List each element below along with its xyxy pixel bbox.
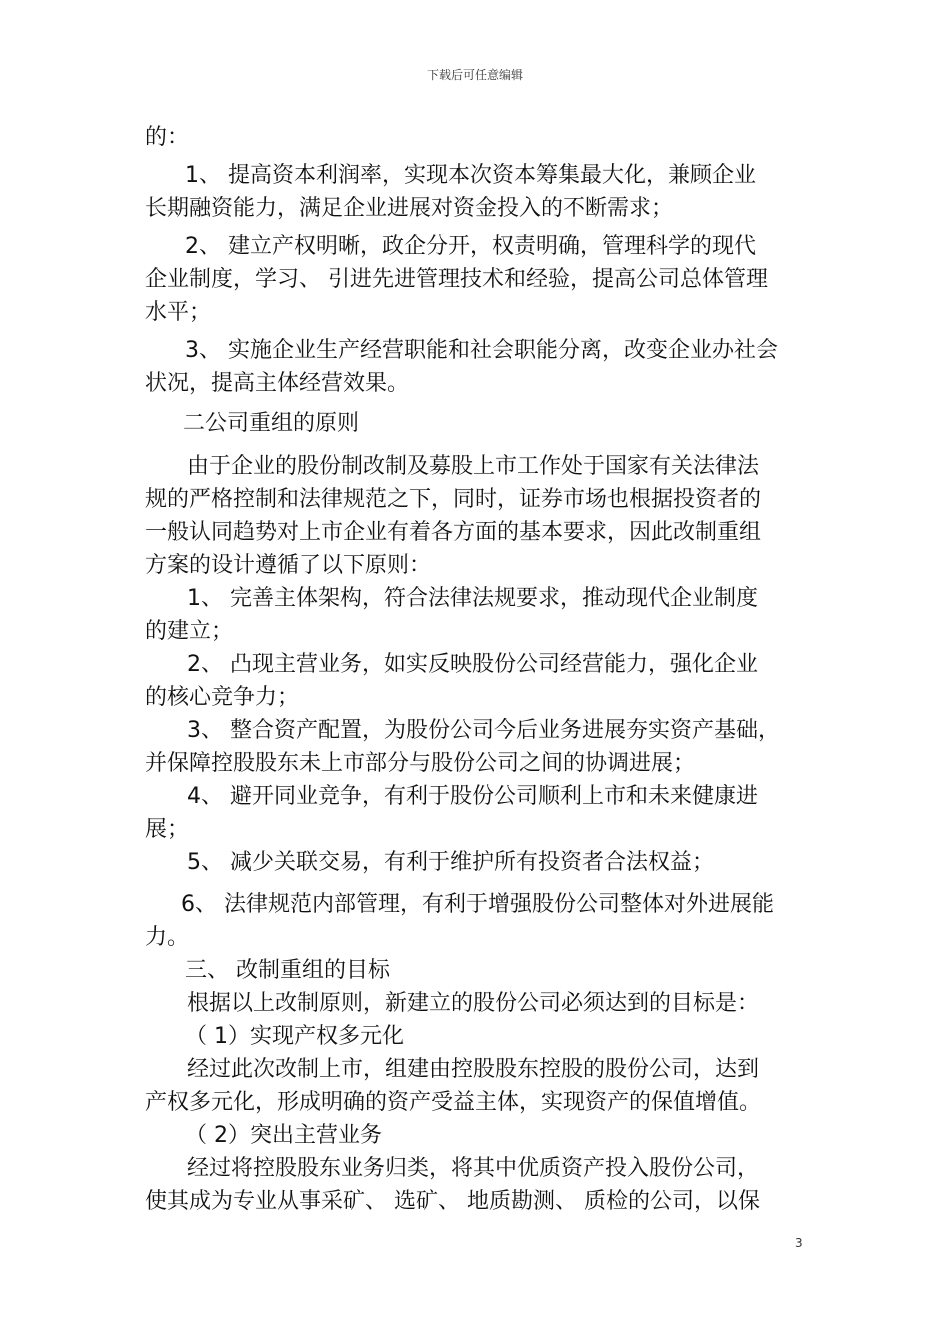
text-line: （ 1）实现产权多元化 — [185, 1024, 404, 1049]
text-line: 3、 整合资产配置，为股份公司今后业务进展夯实资产基础， — [187, 718, 780, 743]
text-line: 长期融资能力，满足企业进展对资金投入的不断需求； — [145, 196, 674, 221]
text-line: 展； — [145, 817, 190, 842]
text-line: 一般认同趋势对上市企业有着各方面的基本要求，因此改制重组 — [145, 520, 762, 545]
page-number: 3 — [795, 1236, 803, 1250]
text-line: 经过将控股股东业务归类，将其中优质资产投入股份公司， — [187, 1156, 760, 1181]
text-line: 水平； — [145, 300, 212, 325]
text-line: 使其成为专业从事采矿、 选矿、 地质勘测、 质检的公司，以保 — [145, 1189, 760, 1214]
text-line: 产权多元化，形成明确的资产受益主体，实现资产的保值增值。 — [145, 1090, 762, 1115]
text-line: 2、 凸现主营业务，如实反映股份公司经营能力，强化企业 — [187, 652, 758, 677]
text-line: 1、 完善主体架构，符合法律法规要求，推动现代企业制度 — [187, 586, 758, 611]
text-line: 3、 实施企业生产经营职能和社会职能分离，改变企业办社会 — [185, 338, 778, 363]
text-line: （ 2）突出主营业务 — [185, 1123, 382, 1148]
section-heading: 三、 改制重组的目标 — [185, 958, 390, 983]
text-line: 1、 提高资本利润率，实现本次资本筹集最大化，兼顾企业 — [185, 163, 756, 188]
text-line: 企业制度，学习、 引进先进管理技术和经验，提高公司总体管理 — [145, 267, 768, 292]
text-line: 根据以上改制原则，新建立的股份公司必须达到的目标是： — [187, 991, 760, 1016]
text-line: 经过此次改制上市，组建由控股股东控股的股份公司，达到 — [187, 1057, 760, 1082]
section-heading: 二公司重组的原则 — [183, 411, 360, 436]
text-line: 2、 建立产权明晰，政企分开，权责明确，管理科学的现代 — [185, 234, 756, 259]
text-line: 的核心竞争力； — [145, 685, 300, 710]
text-line: 方案的设计遵循了以下原则： — [145, 553, 432, 578]
text-line: 6、 法律规范内部管理，有利于增强股份公司整体对外进展能 — [181, 892, 774, 917]
text-line: 由于企业的股份制改制及募股上市工作处于国家有关法律法 — [187, 454, 760, 479]
text-line: 并保障控股股东未上市部分与股份公司之间的协调进展； — [145, 751, 696, 776]
text-line: 5、 减少关联交易，有利于维护所有投资者合法权益； — [187, 850, 714, 875]
page-header: 下载后可任意编辑 — [426, 68, 523, 82]
text-line: 的： — [145, 125, 190, 150]
text-line: 状况，提高主体经营效果。 — [145, 371, 410, 396]
text-line: 4、 避开同业竞争，有利于股份公司顺利上市和未来健康进 — [187, 784, 758, 809]
text-line: 规的严格控制和法律规范之下，同时，证券市场也根据投资者的 — [145, 487, 762, 512]
text-line: 的建立； — [145, 619, 234, 644]
text-line: 力。 — [145, 925, 190, 950]
